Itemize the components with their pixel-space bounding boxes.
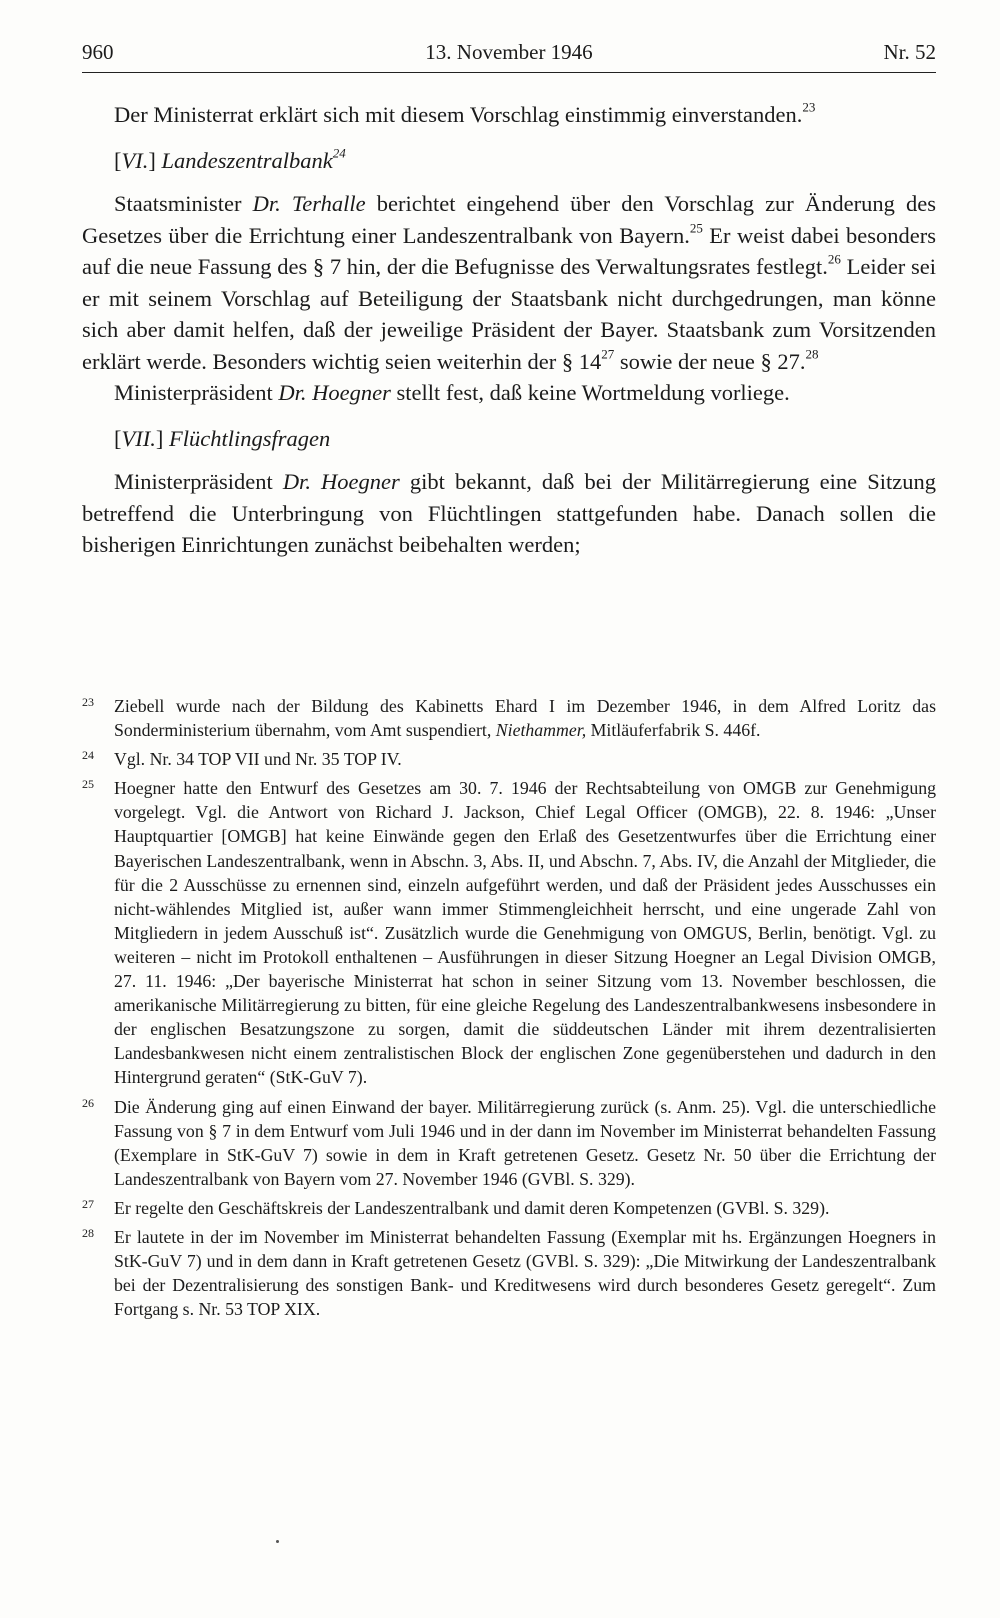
issue-number: Nr. 52 [883,40,936,64]
paragraph-agreement: Der Ministerrat erklärt sich mit diesem Vorschlag einstimmig einverstanden.$^{23}$ [114,99,816,127]
footnote-23: 23 Ziebell wurde nach der Bildung des Kabinetts Ehard I im Dezember 1946, in dem Alfred Loritz das Sonderministerium übernahm, vom Amt suspendiert, Niethammer, Mitläuferfabrik S. 446f. [82,694,936,742]
footnote-number: 24 [82,748,94,763]
paragraph-terhalle-report: Staatsminister Dr. Terhalle berichtet eingehend über den Vorschlag zur Änderung des Gesetzes über die Errichtung einer Landeszentralbank von Bayern.$^{25}$ Er weist dabei besonders auf die neue Fassung des § 7 hin, der die Befugnisse des Verwaltungsrates festlegt.$^{26}$ Leider sei er mit seinem Vorschlag auf Beteiligung der Staatsbank nicht durchgedrungen, man könne sich aber damit helfen, daß der jeweilige Präsident der Bayer. Staatsbank zum Vorsitzenden erklärt werde. Besonders wichtig seien weiterhin der § $14^{27}$ sowie der neue § 27.28 [82,191,936,374]
person-name: Terhalle [291,191,366,216]
footnote-ref: 25 [689,220,703,236]
section-title: Landeszentralbank [161,147,333,173]
footnote-number: 27 [82,1196,94,1211]
section-title: Flüchtlingsfragen [168,425,331,451]
main-text [82,99,936,561]
person-name: Hoegner [312,380,391,405]
header-date: 13. November 1946 [425,40,593,64]
footnote-number: 28 [82,1225,94,1240]
section-number: VII. [121,425,156,451]
footnote-26: 26 Die Änderung ging auf einen Einwand der bayer. Militärregierung zurück (s. Anm. 25). Vgl. die unterschiedliche Fassung von § 7 in dem Entwurf vom Juli 1946 und in der dann im November im Ministerrat behandelten Fassung (Exemplare in StK-GuV 7) sowie in dem in Kraft getretenen Gesetz. Gesetz Nr. 50 über die Errichtung der Landeszentralbank von Bayern vom 27. November 1946 (GVBl. S. 329). [82,1095,936,1191]
page-number: 960 [82,40,114,64]
paragraph-refugees: Ministerpräsident Dr. Hoegner gibt bekannt, daß bei der Militärregierung eine Sitzung betreffend die Unterbringung von Flüchtlingen stattgefunden habe. Danach sollen die bisherigen Einrichtungen zunächst beibehalten werden; [82,469,936,557]
footnote-number: 25 [82,777,94,792]
paragraph-no-comments: Ministerpräsident Dr. Hoegner stellt fest, daß keine Wortmeldung vorliege. [114,380,790,405]
footnote-27: 27 Er regelte den Geschäftskreis der Landeszentralbank und damit deren Kompetenzen (GVBl. S. 329). [82,1196,936,1220]
person-name: Hoegner [321,469,400,494]
footnote-number: 23 [82,695,94,709]
footnote-ref: 24 [332,145,346,161]
footnote-24: 24 Vgl. Nr. 34 TOP VII und Nr. 35 TOP IV. [82,747,936,771]
footnote-ref: 23 [802,99,816,115]
running-header [82,40,936,73]
footnote-ref: 28 [805,346,819,362]
section-number: VI. [121,147,149,173]
section-heading-vi: [VI.] Landeszentralbank$^{24}$ [114,145,346,173]
footnote-28: 28 Er lautete in der im November im Ministerrat behandelten Fassung (Exemplar mit hs. Ergänzungen Hoegners in StK-GuV 7) und in dem dann in Kraft getretenen Gesetz (GVBl. S. 329): „Die Mitwirkung der Landeszentralbank bei der Dezentralisierung des sonstigen Bank- und Kreditwesens wird durch besonderes Gesetz geregelt“. Zum Fortgang s. Nr. 53 TOP XIX. [82,1225,936,1321]
section-heading-vii: [VII.] Flüchtlingsfragen [114,425,331,451]
footnote-ref: 26 [827,251,841,267]
footnote-number: 26 [82,1095,94,1110]
footnote-25: 25 Hoegner hatte den Entwurf des Gesetzes am 30. 7. 1946 der Rechtsabteilung von OMGB zur Genehmigung vorgelegt. Vgl. die Antwort von Richard J. Jackson, Chief Legal Officer (OMGB), 22. 8. 1946: „Unser Hauptquartier [OMGB] hat keine Einwände gegen den Erlaß des Gesetzentwurfes über die Errichtung einer Bayerischen Landeszentralbank, wenn in Abschn. 3, Abs. II, und Abschn. 7, Abs. IV, die Anzahl der Mitglieder, die für die 2 Ausschüsse zu ernennen sind, einzeln aufgeführt werden, und daß der Präsident jedes Ausschusses ein nicht-wählendes Mitglied ist, außer wann immer Stimmengleichheit herrscht, und eine ungerade Zahl von Mitgliedern in jedem Ausschuß ist“. Zusätzlich wurde die Genehmigung von OMGUS, Berlin, benötigt. Vgl. zu weiteren – nicht im Protokoll enthaltenen – Ausführungen in dieser Sitzung Hoegner an Legal Division OMGB, 27. 11. 1946: „Der bayerische Ministerrat hat schon in seiner Sitzung vom 13. November beschlossen, die amerikanische Militärregierung zu bitten, für eine gleiche Regelung des Landeszentralbankwesens insbesondere in der englischen Besatzungszone zu sorgen, damit die süddeutschen Länder mit ihrem dezentralisierten Landesbankwesen nicht einem zentralistischen Block der englischen Zone gegenüberstehen und dadurch in den Hintergrund geraten“ (StK-GuV 7). [82,776,936,1089]
footnote-ref: 27 [601,346,615,362]
footnotes [82,694,936,1326]
paper-speck [276,1540,279,1543]
